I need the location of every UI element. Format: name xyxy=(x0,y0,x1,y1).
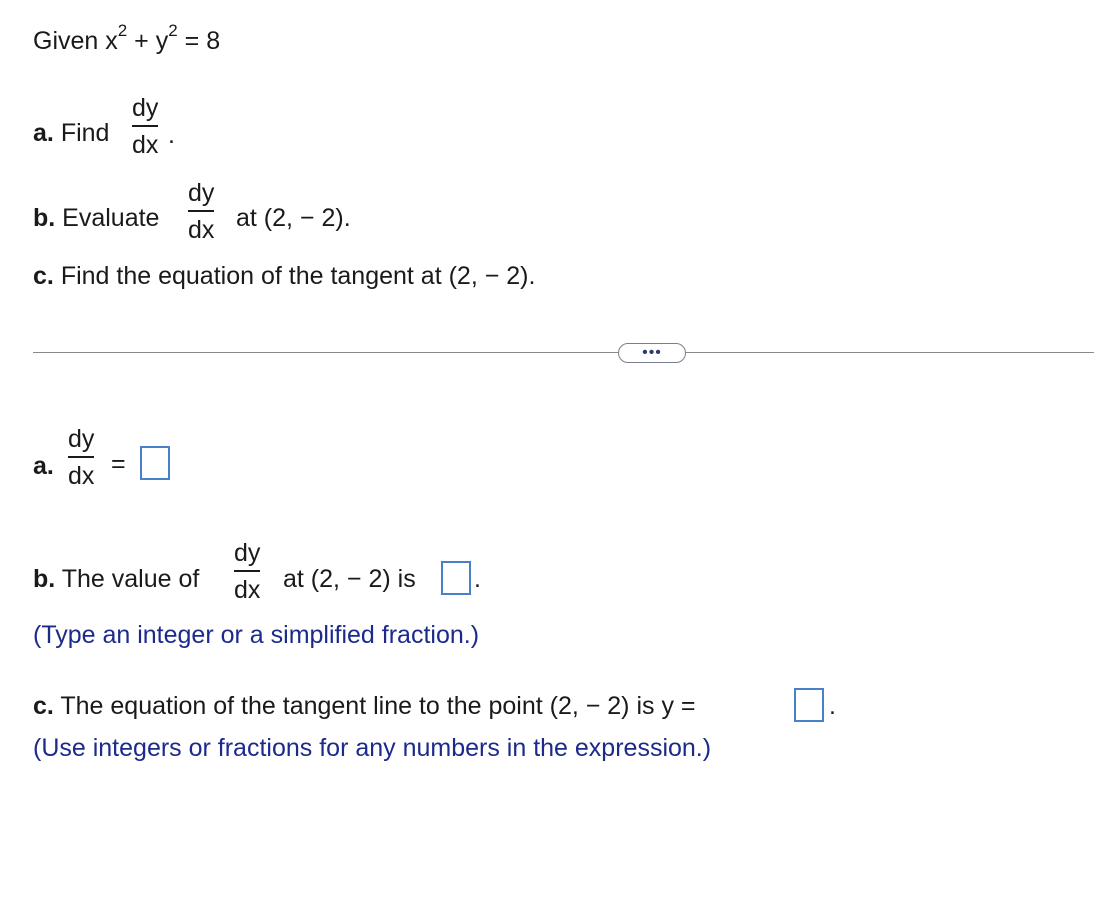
answer-c-period: . xyxy=(829,692,836,720)
answer-c-text: The equation of the tangent line to the point (2, − 2) is y = xyxy=(60,692,696,720)
part-c-text: Find the equation of the tangent at (2, − 2). xyxy=(60,262,536,290)
fraction-bar xyxy=(68,456,94,458)
section-divider xyxy=(33,352,1094,353)
given-prefix: Given x xyxy=(33,27,118,55)
fraction-denominator: dx xyxy=(68,462,95,490)
fraction-numerator: dy xyxy=(68,425,95,453)
part-a-period: . xyxy=(168,121,175,149)
part-a-question xyxy=(33,118,109,148)
dy-dx-fraction-answer-b xyxy=(234,539,260,604)
answer-b-suffix: at (2, − 2) is xyxy=(283,565,416,593)
fraction-denominator: dx xyxy=(234,576,261,604)
part-b-question xyxy=(33,203,159,233)
answer-a-equals: = xyxy=(111,450,126,478)
dy-dx-fraction-answer-a xyxy=(68,425,94,490)
part-c-label: c. xyxy=(33,262,54,290)
answer-b-period: . xyxy=(474,565,481,593)
fraction-numerator: dy xyxy=(132,94,159,122)
answer-c-label: c. xyxy=(33,692,54,720)
dy-dx-fraction-b xyxy=(188,179,214,244)
part-b-label: b. xyxy=(33,204,56,232)
fraction-bar xyxy=(132,125,158,127)
fraction-denominator: dx xyxy=(188,216,215,244)
answer-a-input[interactable] xyxy=(140,446,170,480)
more-options-button[interactable]: ••• xyxy=(618,343,686,363)
part-b-suffix: at (2, − 2). xyxy=(236,204,351,232)
fraction-bar xyxy=(188,210,214,212)
dy-dx-fraction-a xyxy=(132,94,158,159)
answer-c-input[interactable] xyxy=(794,688,824,722)
part-c-question xyxy=(33,261,535,291)
answer-b-hint: (Type an integer or a simplified fraction.) xyxy=(33,621,480,649)
given-equals: = 8 xyxy=(177,27,221,55)
answer-b-label: b. xyxy=(33,565,56,593)
fraction-bar xyxy=(234,570,260,572)
fraction-denominator: dx xyxy=(132,131,159,159)
answer-b-prefix-text: The value of xyxy=(61,565,200,593)
exponent-x: 2 xyxy=(117,21,128,40)
given-equation xyxy=(33,21,221,59)
exponent-y: 2 xyxy=(168,21,178,40)
fraction-numerator: dy xyxy=(188,179,215,207)
given-plus-y: + y xyxy=(127,27,169,55)
answer-c-hint: (Use integers or fractions for any numbers in the expression.) xyxy=(33,734,712,762)
part-a-label: a. xyxy=(33,119,54,147)
answer-b-prefix xyxy=(33,564,199,594)
part-b-text: Evaluate xyxy=(62,204,160,232)
fraction-numerator: dy xyxy=(234,539,261,567)
answer-c-prompt xyxy=(33,691,696,721)
answer-b-input[interactable] xyxy=(441,561,471,595)
answer-a-label: a. xyxy=(33,452,54,480)
part-a-text: Find xyxy=(60,119,110,147)
